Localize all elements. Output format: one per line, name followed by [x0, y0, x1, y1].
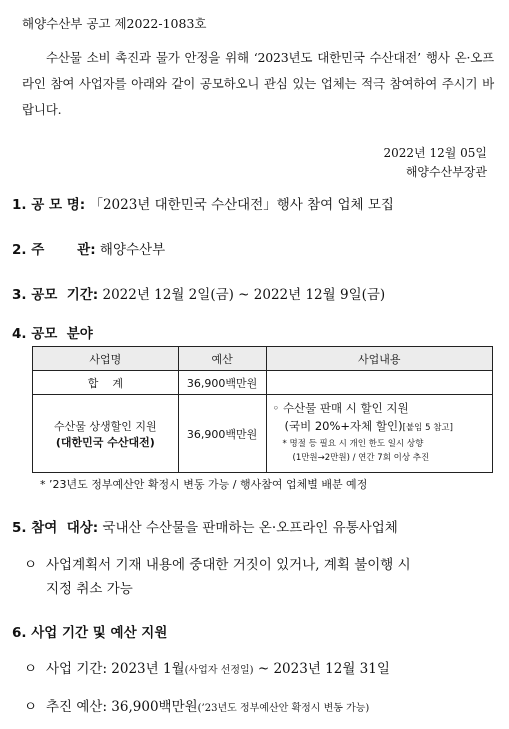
table-header-row [33, 347, 493, 371]
header-content: 사업내용 [266, 347, 493, 371]
bullet-cancel-line1: 사업계획서 기재 내용에 중대한 거짓이 있거나, 계획 불이행 시 [46, 557, 411, 573]
table-footnote: * ’23년도 정부예산안 확정시 변동 가능 / 행사참여 업체별 배분 예정 [40, 478, 368, 491]
bullet-period [46, 657, 390, 677]
main-content [266, 395, 493, 473]
main-name-line2: (대한민국 수산대전) [55, 435, 155, 449]
issuer-name: 해양수산부장관 [405, 165, 487, 179]
section-3 [12, 283, 385, 303]
section-2-value: 해양수산부 [99, 242, 166, 258]
content-line2-main: (국비 20%+자체 할인) [284, 419, 403, 433]
notice-date: 2022년 12월 05일 [383, 146, 487, 160]
main-business-name [33, 395, 179, 473]
section-3-value: 2022년 12월 2일(금) ~ 2022년 12월 9일(금) [102, 287, 386, 303]
budget-main: 추진 예산: 36,900백만원 [46, 699, 198, 715]
field-table [32, 346, 493, 473]
intro-paragraph: 수산물 소비 촉진과 물가 안정을 위해 ‘2023년도 대한민국 수산대전’ 행사 온·오프라인 참여 사업자를 아래와 같이 공모하오니 관심 있는 업체는 적극 참여하여 주시기 바랍니다. [22, 50, 494, 117]
period-tail: ~ 2023년 12월 31일 [253, 661, 390, 677]
section-3-label: 3. 공모 기간: [12, 287, 99, 303]
content-line2-ref: [붙임 5 참고] [402, 423, 453, 433]
total-content [266, 371, 493, 395]
content-line1: ◦ 수산물 판매 시 할인 지원 [272, 401, 409, 415]
main-name-line1: 수산물 상생할인 지원 [54, 419, 157, 433]
header-business-name: 사업명 [33, 347, 179, 371]
section-5 [12, 516, 398, 536]
section-6-label: 6. 사업 기간 및 예산 지원 [12, 625, 168, 641]
header-budget: 예산 [178, 347, 266, 371]
section-5-label: 5. 참여 대상: [12, 520, 99, 536]
section-1-value: 「2023년 대한민국 수산대전」행사 참여 업체 모집 [89, 197, 394, 213]
section-1 [12, 193, 394, 213]
bullet-period-mark: ㅇ [24, 661, 38, 677]
section-5-value: 국내산 수산물을 판매하는 온·오프라인 유통사업체 [102, 520, 398, 536]
table-row-total [33, 371, 493, 395]
bullet-budget-mark: ㅇ [24, 699, 38, 715]
section-4 [12, 322, 93, 342]
total-label: 합 계 [33, 371, 179, 395]
section-6 [12, 621, 167, 641]
bullet-cancel-mark: ㅇ [24, 557, 38, 573]
bullet-budget [46, 695, 369, 715]
budget-note: (’23년도 정부예산안 확정시 변동 가능) [197, 703, 370, 714]
section-2 [12, 238, 165, 258]
content-note2: (1만원→2만원) / 연간 7회 이상 추진 [292, 453, 430, 463]
total-budget: 36,900백만원 [178, 371, 266, 395]
content-line2 [273, 417, 493, 437]
main-budget: 36,900백만원 [178, 395, 266, 473]
table-row-main [33, 395, 493, 473]
section-1-label: 1. 공 모 명: [12, 197, 86, 213]
notice-number: 해양수산부 공고 제2022-1083호 [22, 16, 207, 31]
period-note: (사업자 선정일) [184, 665, 254, 676]
content-note1: * 명절 등 필요 시 개인 한도 일시 상향 [282, 439, 424, 449]
bullet-cancel-line2: 지정 취소 가능 [46, 581, 133, 597]
period-main: 사업 기간: 2023년 1월 [46, 661, 185, 677]
section-2-label: 2. 주 관: [12, 242, 96, 258]
section-4-label: 4. 공모 분야 [12, 326, 93, 342]
